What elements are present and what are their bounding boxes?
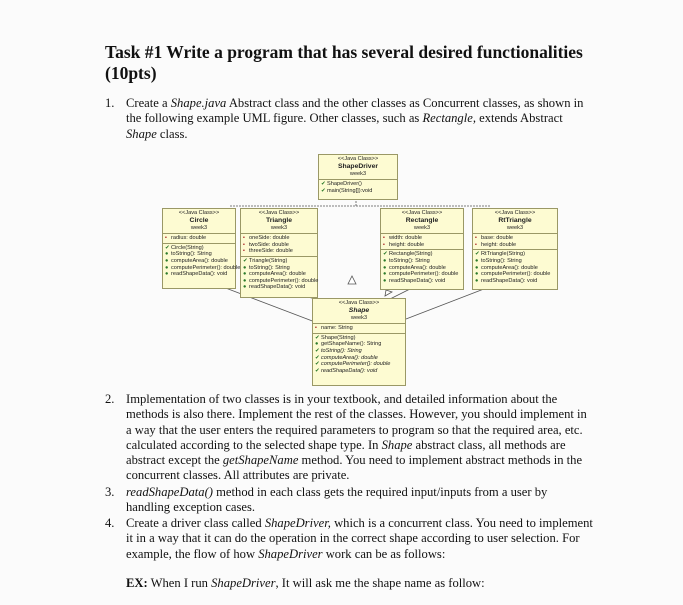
- method: Rectangle(String): [389, 251, 433, 258]
- method: computeArea(): double: [321, 354, 378, 361]
- method-icon: ●: [475, 271, 479, 278]
- title-line-1: Task #1 Write a program that has several desired functionalities: [105, 42, 583, 62]
- method: toString(): String: [171, 251, 212, 258]
- method: readShapeData(): void: [171, 271, 228, 278]
- abstract-method-icon: ✔: [315, 354, 320, 361]
- method: RtTriangle(String): [481, 251, 525, 258]
- constructor-icon: ✔: [243, 257, 248, 264]
- class-box-rectangle: [380, 208, 464, 290]
- class-box-rttriangle: [472, 208, 558, 290]
- shape-driver-text: ShapeDriver: [211, 576, 276, 590]
- method: getShapeName(): String: [321, 341, 382, 348]
- list-item-4: [105, 516, 593, 562]
- abstract-method-icon: ✔: [315, 367, 320, 374]
- class-name: Triangle: [265, 216, 293, 224]
- text: Abstract class and the other classes as Concurrent classes, as shown in the following example UML figure. Other classes, such as: [126, 96, 584, 126]
- shape-text: Shape: [126, 126, 157, 141]
- method: computePerimeter(): double: [321, 361, 391, 368]
- text: method in each class gets the required input/inputs from a user by handling exception cases.: [126, 485, 548, 515]
- methods-section: [381, 250, 463, 285]
- private-icon: ▪: [243, 241, 245, 248]
- method: ShapeDriver(): [327, 181, 362, 188]
- private-icon: ▪: [243, 235, 245, 242]
- method-icon: ●: [243, 264, 247, 271]
- attributes-section: [473, 234, 557, 250]
- text: When I run: [147, 576, 212, 590]
- private-icon: ▪: [475, 235, 477, 242]
- list-item-3: [105, 485, 593, 516]
- method: readShapeData(): void: [389, 277, 446, 284]
- constructor-icon: ✔: [165, 244, 170, 251]
- attribute: height: double: [389, 241, 425, 248]
- attribute: base: double: [481, 235, 514, 242]
- method-icon: ●: [475, 277, 479, 284]
- method-icon: ●: [383, 271, 387, 278]
- text: method. You need to implement abstract methods in the concurrent classes. All attributes are private.: [126, 453, 583, 483]
- method: Triangle(String): [249, 257, 288, 264]
- package-name: week3: [413, 224, 431, 231]
- shape-text: Shape: [381, 437, 413, 452]
- method: computeArea(): double: [389, 264, 446, 271]
- package-name: week3: [190, 224, 208, 231]
- text: work can be as follows:: [322, 546, 446, 561]
- stereotype: <<Java Class>>: [178, 210, 220, 216]
- methods-section: [319, 180, 397, 195]
- private-icon: ▪: [315, 325, 317, 332]
- attributes-section: [381, 234, 463, 250]
- list-number: 3.: [105, 485, 115, 499]
- private-icon: ▪: [243, 248, 245, 255]
- method: computeArea(): double: [249, 271, 306, 278]
- shape-java-text: Shape.java: [170, 96, 227, 110]
- method-icon: ●: [315, 341, 319, 348]
- method-icon: ✔: [321, 187, 326, 194]
- attributes-section: [313, 324, 405, 334]
- method: readShapeData(): void: [481, 277, 538, 284]
- private-icon: ▪: [475, 241, 477, 248]
- attribute: threeSide: double: [249, 248, 293, 255]
- method: toString(): String: [389, 257, 430, 264]
- private-icon: ▪: [383, 241, 385, 248]
- list-number: 1.: [105, 96, 115, 110]
- example-line: [126, 576, 485, 591]
- shape-driver-text: ShapeDriver,: [264, 516, 331, 530]
- attribute: twoSide: double: [249, 241, 289, 248]
- text: abstract class, all methods are abstract except the: [126, 437, 566, 468]
- text: Implementation of two classes is in your textbook, and detailed information about the methods is also there. Implement the rest of the classes. However, you should implement in a way that the user enters the required parameters to program so that the required area, etc. calculated according to the selected shape type. In: [126, 392, 587, 452]
- class-box-triangle: [240, 208, 318, 298]
- shape-driver-text: ShapeDriver: [258, 546, 323, 561]
- package-name: week3: [270, 224, 288, 231]
- method-icon: ●: [383, 277, 387, 284]
- read-shape-data-text: readShapeData(): [126, 485, 213, 499]
- methods-section: [241, 257, 317, 292]
- method: computePerimeter(): double: [481, 271, 551, 278]
- constructor-icon: ✔: [383, 251, 388, 258]
- constructor-icon: ✔: [321, 181, 326, 188]
- methods-section: [163, 244, 241, 279]
- stereotype: <<Java Class>>: [338, 300, 380, 306]
- method: Shape(String): [321, 334, 356, 341]
- method: readShapeData(): void: [321, 367, 378, 374]
- attribute: width: double: [389, 235, 422, 242]
- example-label: EX:: [126, 576, 148, 590]
- stereotype: <<Java Class>>: [258, 210, 300, 216]
- title-line-2: (10pts): [105, 63, 157, 83]
- list-number: 4.: [105, 516, 115, 530]
- method: computeArea(): double: [481, 264, 538, 271]
- abstract-method-icon: ✔: [315, 361, 320, 368]
- method: toString(): String: [249, 264, 290, 271]
- methods-section: [473, 250, 557, 285]
- method: computePerimeter(): double: [171, 264, 241, 271]
- method-icon: ●: [475, 264, 479, 271]
- method-icon: ●: [243, 284, 247, 291]
- method-icon: ●: [165, 264, 169, 271]
- list-number: 2.: [105, 392, 115, 406]
- list-item-2: [105, 392, 593, 484]
- stereotype: <<Java Class>>: [494, 210, 536, 216]
- method: toString(): String: [481, 257, 522, 264]
- text: extends Abstract: [475, 111, 563, 126]
- stereotype: <<Java Class>>: [337, 156, 379, 162]
- text: , It will ask me the shape name as follow:: [275, 576, 485, 590]
- attributes-section: [241, 234, 317, 257]
- method: main(String[]):void: [327, 187, 373, 194]
- class-box-shapedriver: [318, 154, 398, 200]
- method-icon: ●: [383, 257, 387, 264]
- class-box-shape: [312, 298, 406, 386]
- class-name: Shape: [348, 306, 370, 314]
- package-name: week3: [350, 314, 368, 321]
- class-name: RtTriangle: [498, 216, 532, 224]
- method-icon: ●: [165, 271, 169, 278]
- method: computeArea(): double: [171, 257, 228, 264]
- private-icon: ▪: [165, 235, 167, 242]
- method-icon: ●: [243, 277, 247, 284]
- methods-section: [313, 334, 405, 376]
- method: readShapeData(): void: [249, 284, 306, 291]
- get-shape-name-text: getShapeName: [222, 453, 299, 468]
- rectangle-text: Rectangle,: [422, 111, 476, 126]
- method: computePerimeter(): double: [249, 277, 319, 284]
- package-name: week3: [506, 224, 524, 231]
- attributes-section: [163, 234, 235, 244]
- method-icon: ●: [383, 264, 387, 271]
- text: which is a concurrent class. You need to implement it in a way that it can do the operation in the correct shape according to user selection. For example, the flow of how: [126, 516, 593, 561]
- class-name: ShapeDriver: [337, 162, 379, 170]
- method-icon: ●: [475, 257, 479, 264]
- method: toString(): String: [321, 347, 362, 354]
- method-icon: ●: [165, 257, 169, 264]
- abstract-method-icon: ✔: [315, 347, 320, 354]
- class-name: Rectangle: [405, 216, 439, 224]
- method-icon: ●: [165, 251, 169, 258]
- method: computePerimeter(): double: [389, 271, 459, 278]
- attribute: height: double: [481, 241, 517, 248]
- text: class.: [156, 126, 188, 141]
- constructor-icon: ✔: [315, 334, 320, 341]
- text: Create a driver class called: [126, 516, 265, 530]
- private-icon: ▪: [383, 235, 385, 242]
- task-title: [105, 42, 625, 84]
- method: Circle(String): [171, 244, 204, 251]
- attribute: radius: double: [171, 235, 207, 242]
- class-name: Circle: [189, 216, 209, 224]
- text: Create a: [126, 96, 171, 110]
- stereotype: <<Java Class>>: [401, 210, 443, 216]
- class-box-circle: [162, 208, 241, 289]
- package-name: week3: [349, 170, 367, 177]
- constructor-icon: ✔: [475, 251, 480, 258]
- attribute: oneSide: double: [249, 235, 290, 242]
- attribute: name: String: [321, 325, 353, 332]
- list-item-1: [105, 96, 593, 142]
- method-icon: ●: [243, 271, 247, 278]
